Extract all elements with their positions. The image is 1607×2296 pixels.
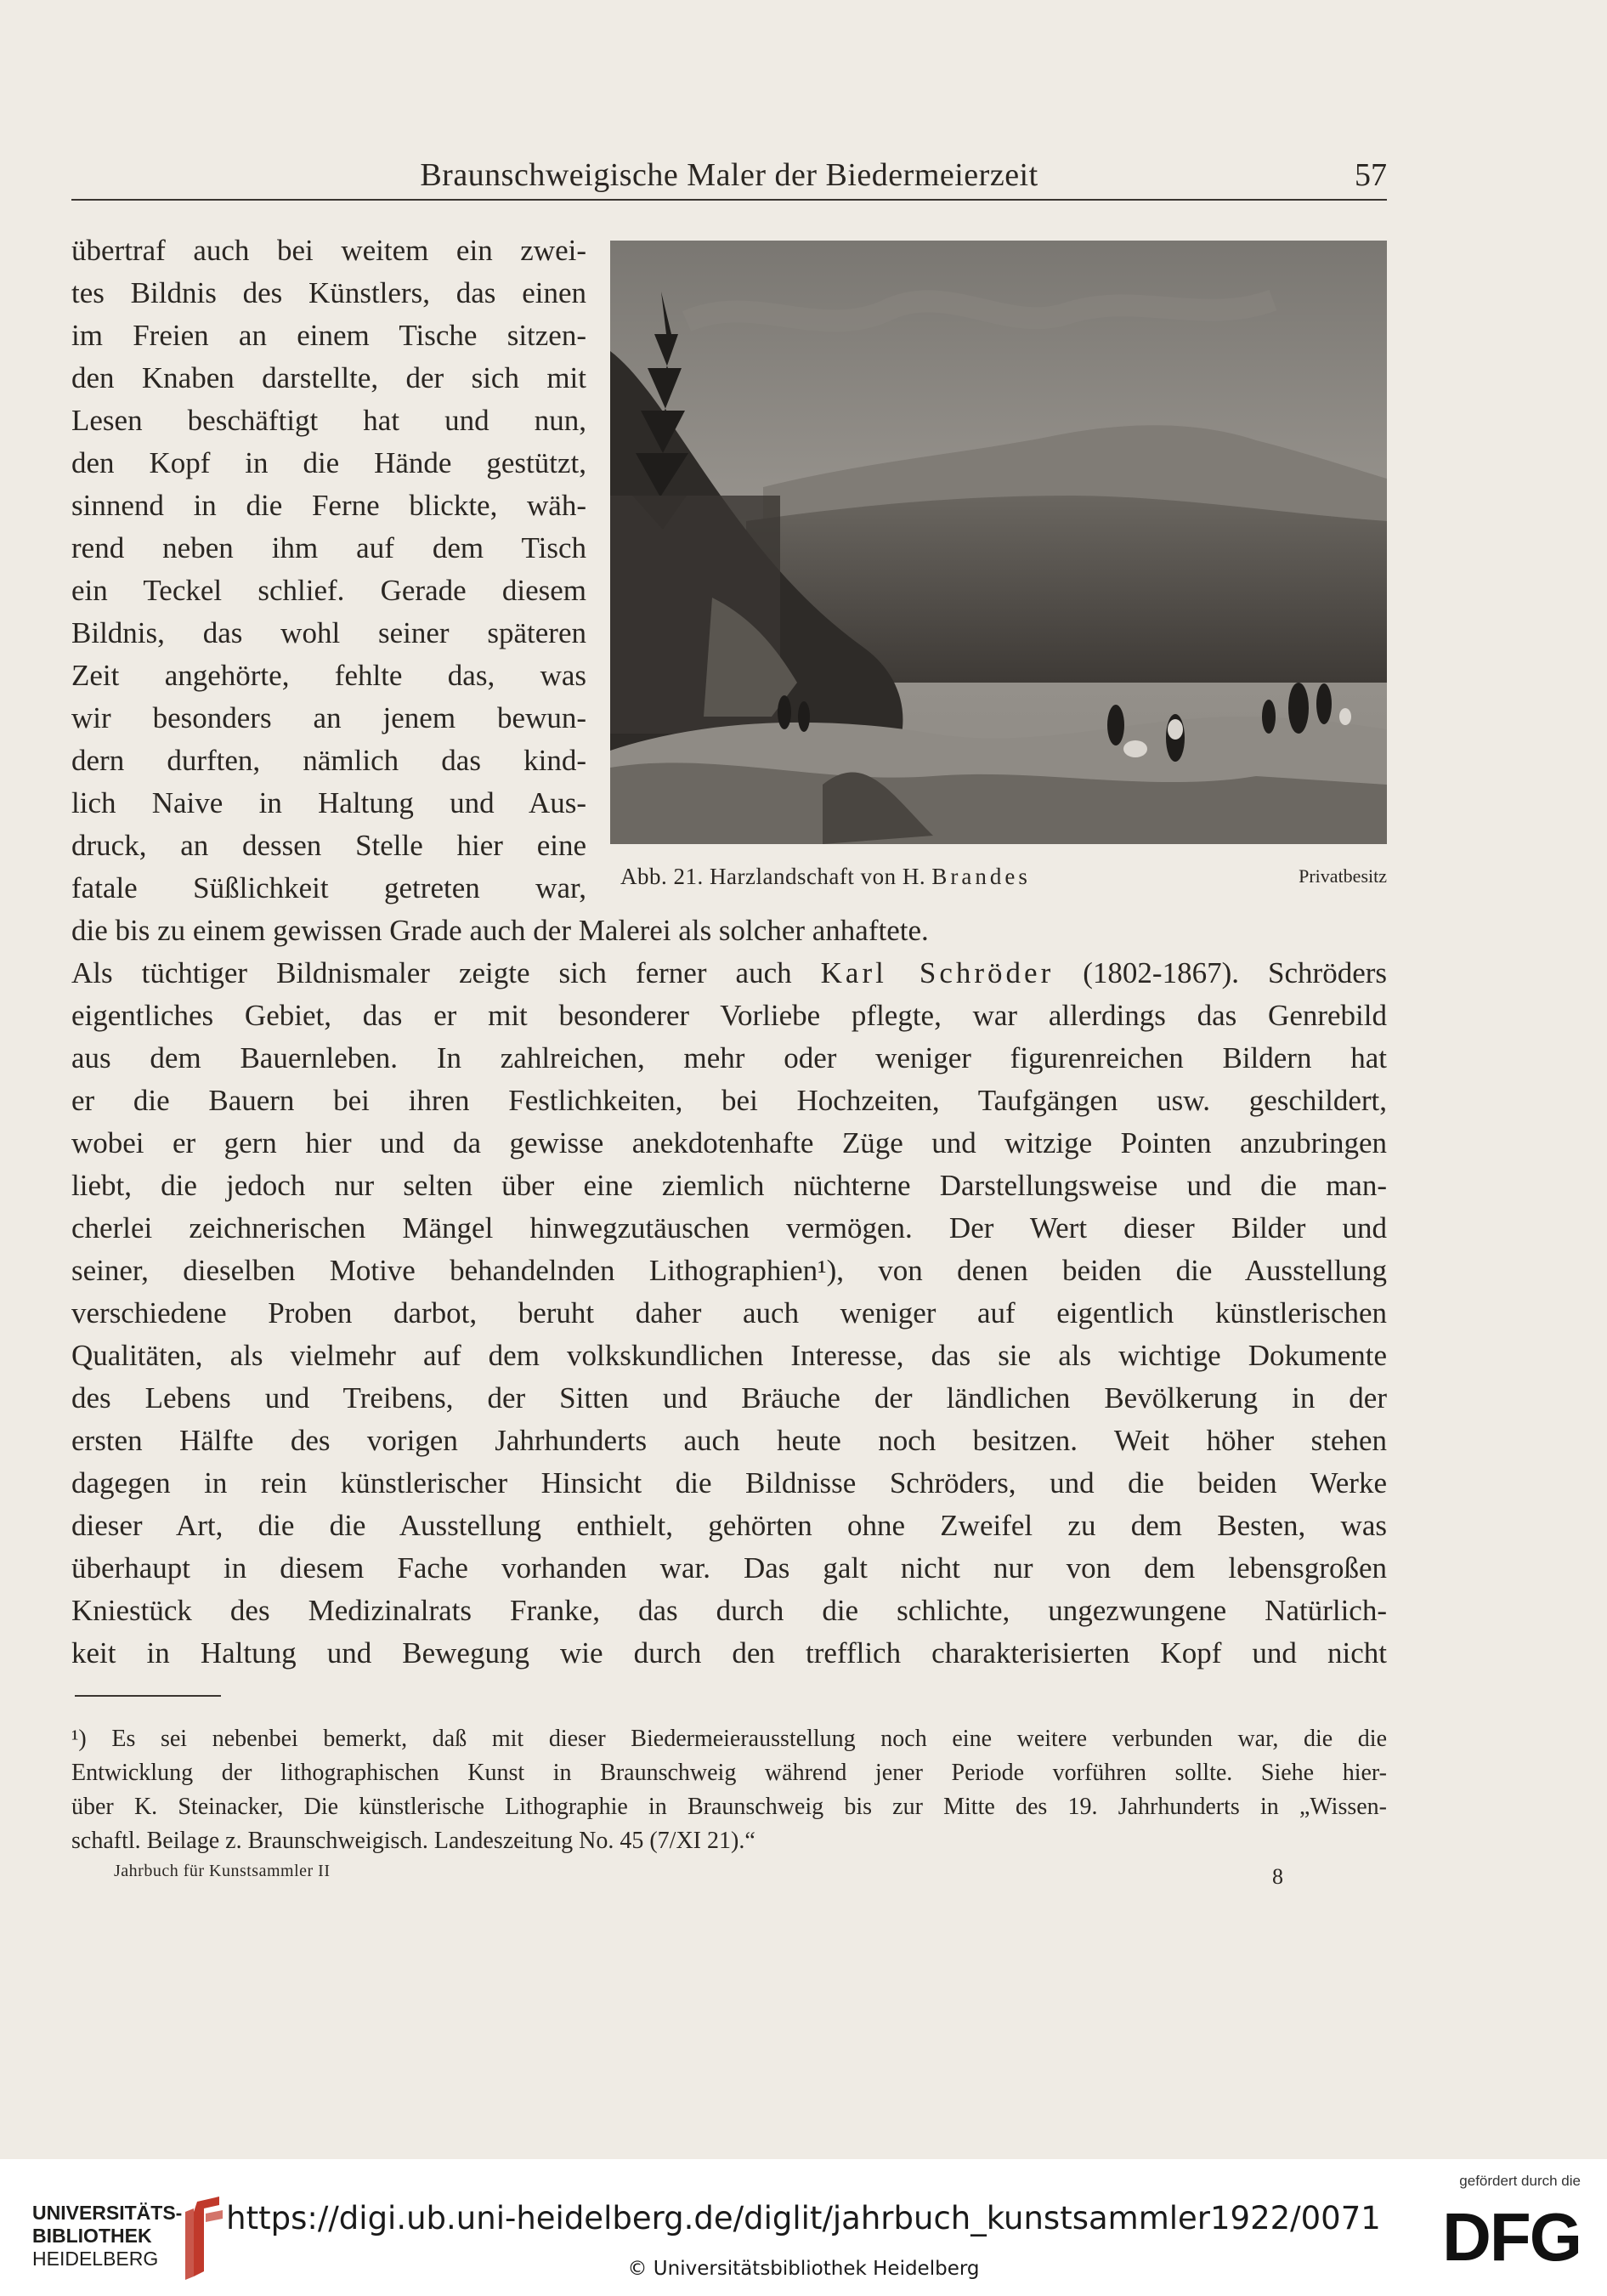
- figure-caption: [620, 864, 1387, 898]
- signature-mark: Jahrbuch für Kunstsammler II: [114, 1862, 331, 1880]
- harz-landscape-picture: [610, 241, 1387, 844]
- text-line: rend neben ihm auf dem Tisch: [71, 531, 586, 564]
- text-line: die bis zu einem gewissen Grade auch der Malerei als solcher anhaftete.: [71, 914, 929, 947]
- text-line: tes Bildnis des Künstlers, das einen: [71, 276, 586, 309]
- running-head-title: Braunschweigische Maler der Biedermeierzeit: [420, 157, 1038, 193]
- footnote-line: ¹) Es sei nebenbei bemerkt, daß mit dieser Biedermeierausstellung noch eine weitere verbunden war, die die: [71, 1726, 1387, 1752]
- text-line: eigentliches Gebiet, das er mit besonderer Vorliebe pflegte, war allerdings das Genrebild: [71, 999, 1387, 1032]
- footnote-line: über K. Steinacker, Die künstlerische Lithographie in Braunschweig bis zur Mitte des 19. Jahrhunderts in „Wissen-: [71, 1794, 1387, 1820]
- dfg-funding-logo[interactable]: [1428, 2173, 1581, 2283]
- text-line: cherlei zeichnerischen Mängel hinwegzutäuschen vermögen. Der Wert dieser Bilder und: [71, 1211, 1387, 1244]
- footnote-rule: [75, 1695, 221, 1697]
- text-line-with-name: [71, 952, 1387, 995]
- text-line: Qualitäten, als vielmehr auf dem volkskundlichen Interesse, das sie als wichtige Dokumente: [71, 1339, 1387, 1372]
- running-head: [71, 156, 1387, 199]
- text-line: keit in Haltung und Bewegung wie durch den trefflich charakterisierten Kopf und nicht: [71, 1636, 1387, 1670]
- logo-line: HEIDELBERG: [32, 2248, 159, 2270]
- text-line: verschiedene Proben darbot, beruht daher auch weniger auf eigentlich künstlerischen: [71, 1296, 1387, 1329]
- text-line: dieser Art, die die Ausstellung enthielt, gehörten ohne Zweifel zu dem Besten, was: [71, 1509, 1387, 1542]
- text-line: Kniestück des Medizinalrats Franke, das durch die schlichte, ungezwungene Natürlich-: [71, 1594, 1387, 1627]
- logo-line: UNIVERSITÄTS-: [32, 2202, 183, 2224]
- logo-line: BIBLIOTHEK: [32, 2225, 152, 2247]
- text-line: Bildnis, das wohl seiner späteren: [71, 616, 586, 649]
- caption-text: [620, 864, 1031, 890]
- footnote-line: schaftl. Beilage z. Braunschweigisch. Landeszeitung No. 45 (7/XI 21).“: [71, 1828, 755, 1854]
- caption-prefix: Abb. 21. Harzlandschaft von H.: [620, 864, 926, 889]
- main-text: [71, 910, 1387, 1675]
- page-number: 57: [1355, 157, 1387, 193]
- text-line: überhaupt in diesem Fache vorhanden war. Das galt nicht nur von dem lebensgroßen: [71, 1551, 1387, 1585]
- text-line: druck, an dessen Stelle hier eine: [71, 829, 586, 862]
- text-line: ersten Hälfte des vorigen Jahrhunderts auch heute noch besitzen. Weit höher stehen: [71, 1424, 1387, 1457]
- text-line: dern durften, nämlich das kind-: [71, 744, 586, 777]
- permalink-url[interactable]: https://digi.ub.uni-heidelberg.de/diglit/jahrbuch_kunstsammler1922/0071: [226, 2200, 1381, 2236]
- text-line: des Lebens und Treibens, der Sitten und Bräuche der ländlichen Bevölkerung in der: [71, 1381, 1387, 1414]
- text-line: übertraf auch bei weitem ein zwei-: [71, 234, 586, 267]
- text-line: seiner, dieselben Motive behandelnden Lithographien¹), von denen beiden die Ausstellung: [71, 1254, 1387, 1287]
- dfg-logo-text: DFG: [1442, 2199, 1581, 2275]
- text-line: im Freien an einem Tische sitzen-: [71, 319, 586, 352]
- text-line: lich Naive in Haltung und Aus-: [71, 786, 586, 819]
- footnote: [71, 1722, 1387, 1858]
- text-line: liebt, die jedoch nur selten über eine ziemlich nüchterne Darstellungsweise und die man-: [71, 1169, 1387, 1202]
- text-line: er die Bauern bei ihren Festlichkeiten, bei Hochzeiten, Taufgängen usw. geschildert,: [71, 1084, 1387, 1117]
- landscape-illustration: [610, 241, 1387, 844]
- funding-note: gefördert durch die: [1459, 2173, 1581, 2189]
- left-column-text: [71, 230, 586, 910]
- text-line: dagegen in rein künstlerischer Hinsicht die Bildnisse Schröders, und die beiden Werke: [71, 1466, 1387, 1499]
- text-fragment: (1802-1867). Schröders: [1083, 956, 1388, 989]
- text-fragment: Als tüchtiger Bildnismaler zeigte sich ferner auch: [71, 956, 792, 989]
- footnote-line: Entwicklung der lithographischen Kunst in Braunschweig während jener Periode vorführen sollte. Siehe hier-: [71, 1760, 1387, 1786]
- signature-number: 8: [1272, 1864, 1283, 1889]
- copyright-notice: © Universitätsbibliothek Heidelberg: [627, 2258, 980, 2280]
- header-rule: [71, 199, 1387, 201]
- text-line: wir besonders an jenem bewun-: [71, 701, 586, 734]
- text-line: wobei er gern hier und da gewisse anekdotenhafte Züge und witzige Pointen anzubringen: [71, 1126, 1387, 1159]
- text-line: aus dem Bauernleben. In zahlreichen, mehr oder weniger figurenreichen Bildern hat: [71, 1041, 1387, 1074]
- text-line: fatale Süßlichkeit getreten war,: [71, 871, 586, 904]
- caption-artist: Brandes: [931, 864, 1031, 889]
- person-name: Karl Schröder: [820, 956, 1055, 989]
- text-line: den Kopf in die Hände gestützt,: [71, 446, 586, 479]
- text-line: ein Teckel schlief. Gerade diesem: [71, 574, 586, 607]
- text-line: Lesen beschäftigt hat und nun,: [71, 404, 586, 437]
- text-line: den Knaben darstellte, der sich mit: [71, 361, 586, 394]
- caption-credit: Privatbesitz: [1299, 865, 1387, 887]
- text-line: Zeit angehörte, fehlte das, was: [71, 659, 586, 692]
- viewer-footer: [0, 2159, 1607, 2296]
- text-line: sinnend in die Ferne blickte, wäh-: [71, 489, 586, 522]
